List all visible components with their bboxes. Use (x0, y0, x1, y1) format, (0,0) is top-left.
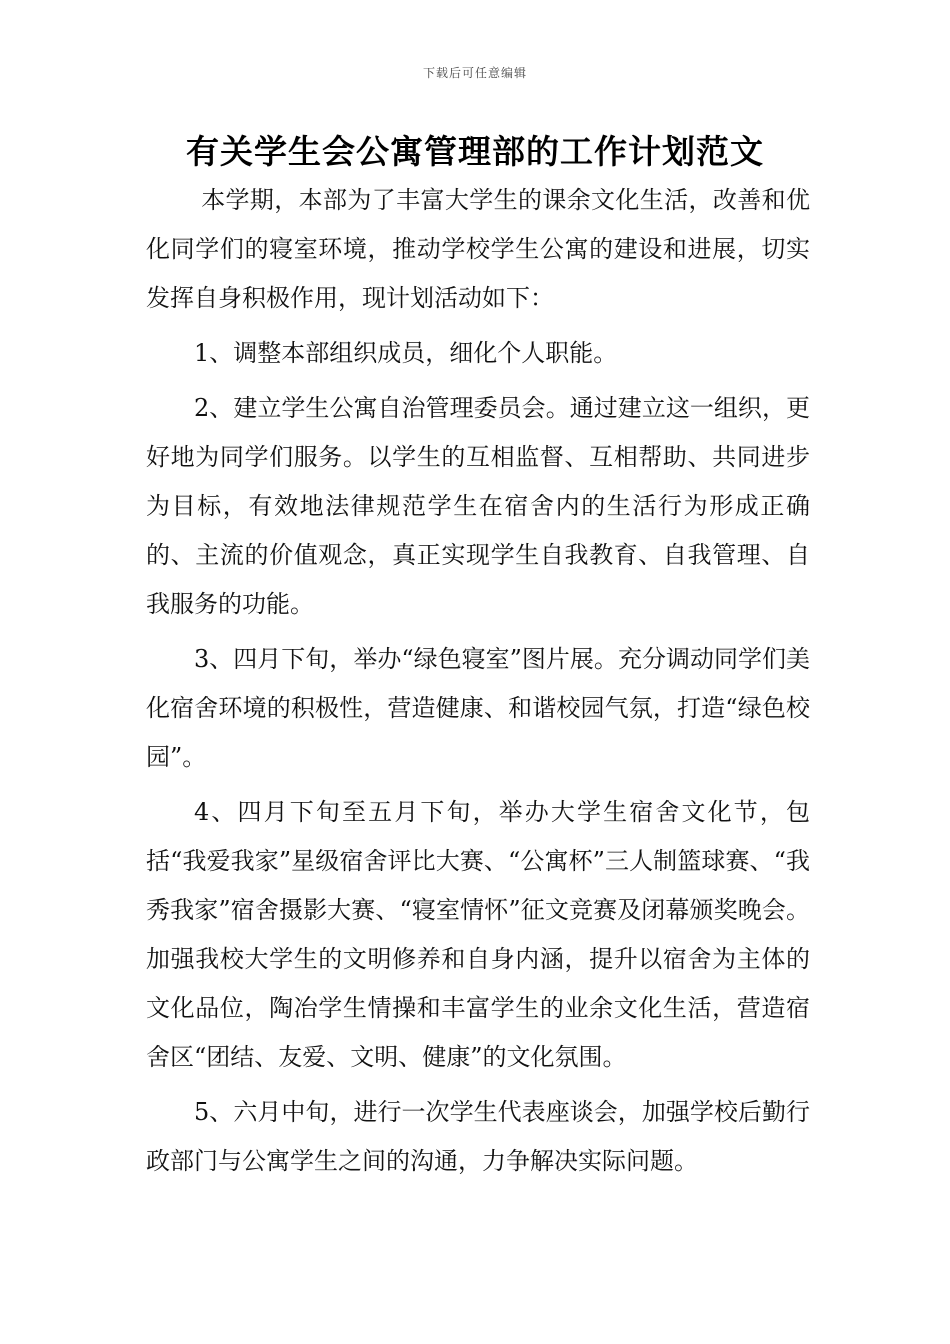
paragraph-item-2: 2、建立学生公寓自治管理委员会。通过建立这一组织，更好地为同学们服务。以学生的互相监督、互相帮助、共同进步为目标，有效地法律规范学生在宿舍内的生活行为形成正确的、主流的价值观念，真正实现学生自我教育、自我管理、自我服务的功能。 (146, 394, 810, 618)
paragraph-item-5: 5、六月中旬，进行一次学生代表座谈会，加强学校后勤行政部门与公寓学生之间的沟通，力争解决实际问题。 (146, 1098, 810, 1175)
document-body (146, 176, 810, 1192)
paragraph-item-3: 3、四月下旬，举办“绿色寝室”图片展。充分调动同学们美化宿舍环境的积极性，营造健康、和谐校园气氛，打造“绿色校园”。 (146, 645, 810, 771)
paragraph-intro: 本学期，本部为了丰富大学生的课余文化生活，改善和优化同学们的寝室环境，推动学校学生公寓的建设和进展，切实发挥自身积极作用，现计划活动如下： (146, 186, 810, 312)
paragraph-item-4: 4、四月下旬至五月下旬，举办大学生宿舍文化节，包括“我爱我家”星级宿舍评比大赛、“公寓杯”三人制篮球赛、“我秀我家”宿舍摄影大赛、“寝室情怀”征文竞赛及闭幕颁奖晚会。加强我校大学生的文明修养和自身内涵，提升以宿舍为主体的文化品位，陶冶学生情操和丰富学生的业余文化生活，营造宿舍区“团结、友爱、文明、健康”的文化氛围。 (146, 798, 810, 1071)
header-note: 下载后可任意编辑 (422, 66, 527, 80)
paragraph-item-1: 1、调整本部组织成员，细化个人职能。 (194, 339, 618, 367)
document-title: 有关学生会公寓管理部的工作计划范文 (186, 132, 764, 171)
